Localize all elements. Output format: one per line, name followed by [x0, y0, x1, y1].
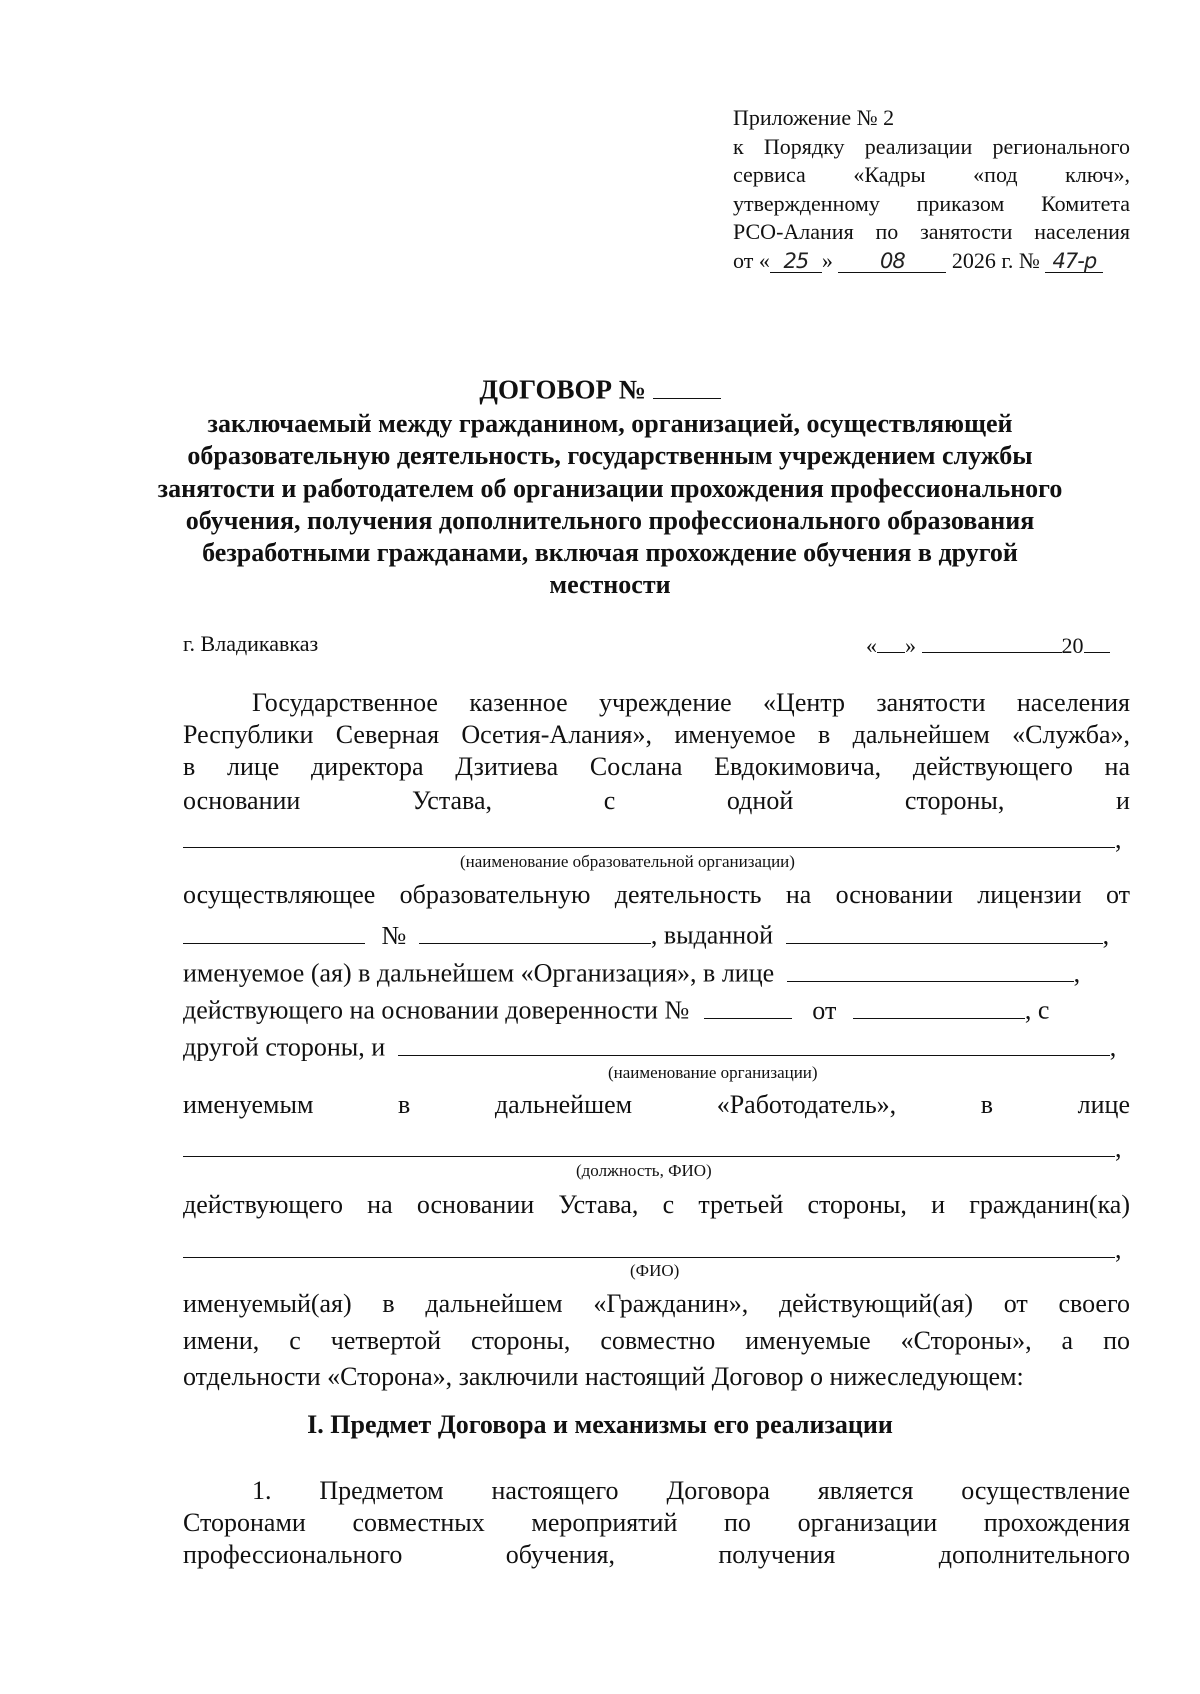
order-year-number: 2026 г. №: [951, 247, 1040, 273]
license-details-line: [183, 918, 1130, 951]
word: стороны,: [904, 786, 1005, 815]
citizen-field: [183, 1232, 1130, 1265]
paragraph-line: отдельности «Сторона», заключили настоящий Договор о нижеследующем:: [183, 1362, 1024, 1391]
contract-date: [866, 631, 1110, 659]
comma: ,: [1115, 824, 1122, 854]
paragraph-line: в лице директора Дзитиева Сослана Евдокимовича, действующего на: [183, 752, 1130, 781]
word: с: [603, 786, 616, 815]
comma: ,: [1073, 958, 1081, 988]
word: Сторонами: [183, 1508, 306, 1537]
appendix-line: утвержденному приказом Комитета: [733, 190, 1130, 216]
word: дополнительного: [938, 1540, 1130, 1569]
edu-org-field: [183, 822, 1130, 855]
word: совместных: [352, 1508, 485, 1537]
date-prefix: от «: [733, 247, 770, 273]
word: в: [398, 1090, 411, 1119]
other-side-label: другой стороны, и: [183, 1032, 386, 1062]
paragraph-line: Республики Северная Осетия-Алания», именуемое в дальнейшем «Служба»,: [183, 720, 1130, 749]
third-side-line: действующего на основании Устава, с третьей стороны, и гражданин(ка): [183, 1190, 1130, 1219]
employer-org-blank: [398, 1030, 1110, 1056]
number-sign: №: [381, 920, 407, 950]
date-day-close: »: [821, 247, 833, 273]
item-line-justified: [252, 1476, 1130, 1506]
word: в: [980, 1090, 994, 1119]
named-org-label: именуемое (ая) в дальнейшем «Организация», в лице: [183, 958, 775, 988]
appendix-line: сервиса «Кадры «под ключ»,: [733, 162, 1130, 188]
position-blank: [183, 1131, 1115, 1157]
caption-edu-org: (наименование образовательной организации): [460, 852, 795, 871]
word: настоящего: [491, 1476, 619, 1505]
issued-by-blank: [786, 918, 1103, 944]
comma: ,: [1115, 1133, 1122, 1163]
paragraph-line: имени, с четвертой стороны, совместно именуемые «Стороны», а по: [183, 1326, 1130, 1355]
word: дальнейшем: [494, 1090, 633, 1119]
caption-position: (должность, ФИО): [576, 1161, 712, 1180]
employer-line-justified: [183, 1090, 1130, 1120]
from-label: от: [812, 995, 837, 1025]
caption-fio: (ФИО): [630, 1261, 680, 1280]
word: именуемым: [183, 1090, 314, 1119]
appendix-line: РСО-Алания по занятости населения: [733, 219, 1130, 245]
section-heading: I. Предмет Договора и механизмы его реализации: [307, 1410, 893, 1439]
appendix-line: к Порядку реализации регионального: [733, 133, 1130, 159]
word: мероприятий: [531, 1508, 678, 1537]
handwritten-day: 25: [770, 251, 822, 273]
contract-subtitle: заключаемый между гражданином, организацией, осуществляющей образовательную деятельность, государственным учреждением службы занятости и работодателем об организации прохождения профессионального обучения, получения дополнительного профессионального образования безработными гражданами, включая прохождение обучения в другой местности: [157, 409, 1063, 600]
citizen-blank: [183, 1232, 1115, 1258]
paragraph-line: Государственное казенное учреждение «Центр занятости населения: [252, 688, 1130, 717]
proxy-line: [183, 993, 1130, 1026]
item-number: 1.: [252, 1476, 272, 1505]
license-line: осуществляющее образовательную деятельность на основании лицензии от: [183, 880, 1130, 909]
paragraph-line-justified: [183, 786, 1130, 816]
caption-org: (наименование организации): [608, 1063, 818, 1082]
c-label: , с: [1024, 995, 1050, 1025]
contract-number-blank: [653, 372, 721, 399]
employer-org-line: [183, 1030, 1130, 1063]
word: по: [724, 1508, 751, 1537]
year-prefix: 20: [1061, 632, 1084, 658]
appendix-date-line: [733, 247, 1130, 276]
comma: ,: [1102, 920, 1110, 950]
contract-title-text: ДОГОВОР №: [479, 374, 646, 405]
day-blank: [877, 631, 905, 653]
word: одной: [726, 786, 794, 815]
year-blank: [1084, 631, 1110, 653]
word: лице: [1077, 1090, 1130, 1119]
comma: ,: [1115, 1234, 1122, 1264]
word: профессионального: [183, 1540, 403, 1569]
date-quote-close: »: [905, 632, 916, 658]
comma: ,: [1109, 1032, 1117, 1062]
handwritten-month: 08: [838, 251, 946, 273]
word: получения: [718, 1540, 836, 1569]
appendix-title: Приложение № 2: [733, 105, 895, 130]
word: осуществление: [961, 1476, 1130, 1505]
appendix-block: [733, 104, 1130, 276]
paragraph-line: именуемый(ая) в дальнейшем «Гражданин», действующий(ая) от своего: [183, 1289, 1130, 1318]
word: обучения,: [505, 1540, 615, 1569]
proxy-date-blank: [853, 993, 1025, 1019]
date-quote-open: «: [866, 632, 877, 658]
license-number-blank: [419, 918, 651, 944]
word: Предметом: [319, 1476, 444, 1505]
word: «Работодатель»,: [716, 1090, 897, 1119]
word: основании: [183, 786, 301, 815]
item-line-justified: [183, 1540, 1130, 1570]
proxy-number-blank: [704, 993, 792, 1019]
handwritten-order-number: 47-р: [1045, 251, 1103, 273]
position-field: [183, 1131, 1130, 1164]
word: и: [1116, 786, 1130, 815]
word: прохождения: [983, 1508, 1130, 1537]
license-date-blank: [183, 918, 365, 944]
word: Устава,: [412, 786, 493, 815]
city: г. Владикавказ: [183, 631, 319, 656]
representative-blank: [787, 956, 1074, 982]
org-representative-line: [183, 956, 1130, 989]
month-blank: [922, 631, 1062, 653]
word: организации: [797, 1508, 938, 1537]
word: является: [817, 1476, 914, 1505]
contract-title: [0, 372, 1200, 407]
item-line-justified: [183, 1508, 1130, 1538]
issued-label: , выданной: [650, 920, 774, 950]
edu-org-blank: [183, 822, 1115, 848]
word: Договора: [666, 1476, 770, 1505]
proxy-label: действующего на основании доверенности №: [183, 995, 690, 1025]
